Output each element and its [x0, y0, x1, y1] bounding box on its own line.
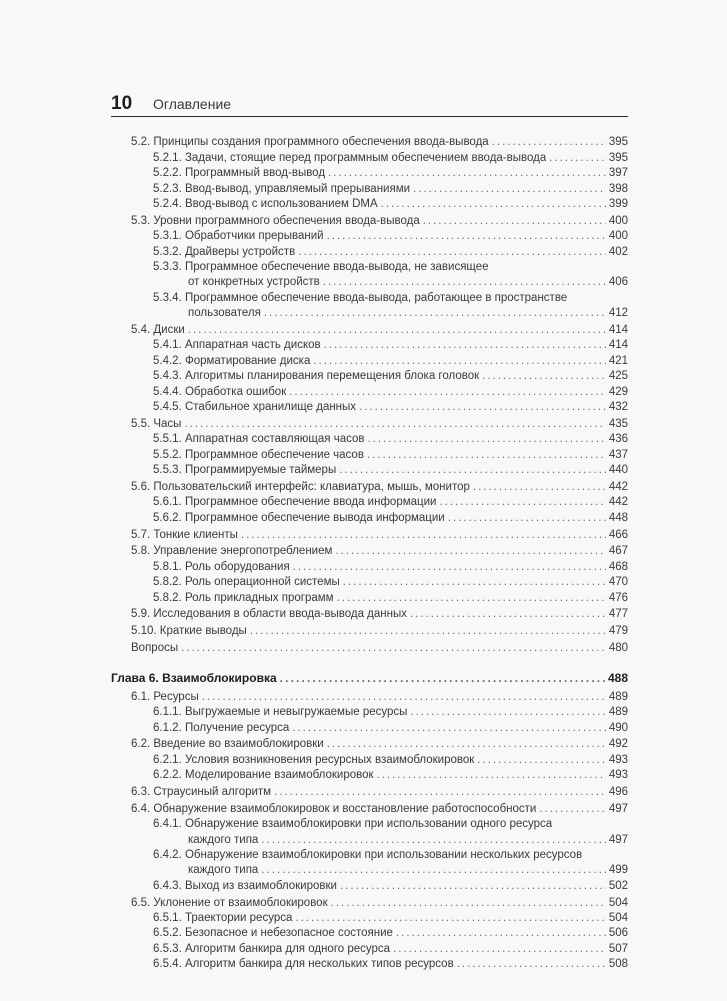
dot-leader: [539, 802, 605, 817]
toc-entry-title: 5.8.2. Роль операционной системы: [153, 576, 340, 589]
dot-leader: [549, 151, 606, 166]
toc-entry[interactable]: [111, 833, 628, 848]
dot-leader: [473, 480, 606, 495]
toc-chapter-entry[interactable]: [111, 671, 628, 686]
dot-leader: [181, 641, 606, 656]
dot-leader: [396, 926, 606, 941]
dot-leader: [439, 495, 605, 510]
table-of-contents: [111, 134, 628, 973]
toc-entry-title: 6.1.2. Получение ресурса: [153, 721, 290, 734]
toc-entry[interactable]: [111, 544, 628, 559]
dot-leader: [327, 229, 606, 244]
toc-entry-title: 6.1.1. Выгружаемые и невыгружаемые ресурсы: [153, 706, 408, 719]
toc-entry[interactable]: [111, 385, 628, 400]
toc-page-number: 414: [608, 339, 628, 352]
toc-page-number: 479: [608, 625, 628, 638]
toc-entry-title: 5.5.3. Программируемые таймеры: [153, 464, 337, 477]
toc-entry-title: 6.5.3. Алгоритм банкира для одного ресурса: [153, 942, 391, 955]
toc-page-number: 504: [608, 911, 628, 924]
toc-entry-title-line: 5.3.4. Программное обеспечение ввода-вывода, работающее в пространстве: [153, 291, 568, 304]
toc-page-number: 435: [608, 417, 628, 430]
toc-entry-title: 5.2.4. Ввод-вывод с использованием DMA: [153, 198, 378, 211]
toc-entry-title: 5.6.1. Программное обеспечение ввода информации: [153, 496, 437, 509]
dot-leader: [280, 671, 605, 686]
toc-page-number: 432: [608, 401, 628, 414]
toc-entry-title-line: 6.4.2. Обнаружение взаимоблокировки при использовании нескольких ресурсов: [153, 848, 583, 861]
toc-page-number: 496: [608, 785, 628, 798]
toc-page-number: 425: [608, 370, 628, 383]
dot-leader: [289, 385, 606, 400]
toc-entry-title: 5.5.1. Аппаратная составляющая часов: [153, 433, 365, 446]
toc-entry[interactable]: [111, 448, 628, 463]
toc-entry-title: 6.5.1. Траектории ресурса: [153, 911, 293, 924]
dot-leader: [293, 560, 606, 575]
toc-entry[interactable]: [111, 528, 628, 543]
toc-page-number: 437: [608, 448, 628, 461]
toc-entry[interactable]: [111, 323, 628, 338]
toc-entry[interactable]: [111, 495, 628, 510]
toc-entry[interactable]: [111, 753, 628, 768]
toc-page-number: 468: [608, 560, 628, 573]
toc-entry[interactable]: [111, 480, 628, 495]
toc-entry[interactable]: [111, 768, 628, 783]
toc-page-number: 395: [608, 136, 628, 149]
dot-leader: [274, 785, 606, 800]
toc-entry-title: 6.4.3. Выход из взаимоблокировки: [153, 879, 337, 892]
toc-entry-title: Вопросы: [131, 641, 179, 654]
dot-leader: [377, 768, 606, 783]
toc-entry-title: 5.5.2. Программное обеспечение часов: [153, 448, 364, 461]
toc-entry[interactable]: [111, 463, 628, 478]
dot-leader: [381, 197, 606, 212]
toc-entry-title: каждого типа: [188, 833, 259, 846]
toc-entry[interactable]: [111, 275, 628, 290]
toc-entry[interactable]: [111, 690, 628, 705]
toc-entry-title: 5.2. Принципы создания программного обеспечения ввода-вывода: [131, 136, 489, 149]
toc-entry-title-line: 6.4.1. Обнаружение взаимоблокировки при использовании одного ресурса: [153, 818, 553, 831]
toc-entry-title: 5.4. Диски: [131, 324, 185, 337]
dot-leader: [492, 135, 606, 150]
toc-page-number: 467: [608, 545, 628, 558]
toc-entry[interactable]: [111, 591, 628, 606]
toc-entry-title: Глава 6. Взаимоблокировка: [111, 671, 277, 686]
toc-entry[interactable]: [111, 896, 628, 911]
toc-entry[interactable]: [111, 135, 628, 150]
toc-entry-title: 5.2.2. Программный ввод-вывод: [153, 167, 326, 180]
dot-leader: [393, 942, 606, 957]
toc-entry[interactable]: [111, 182, 628, 197]
toc-entry[interactable]: [111, 641, 628, 656]
toc-entry[interactable]: [111, 151, 628, 166]
toc-page-number: 429: [608, 385, 628, 398]
toc-page-number: 440: [608, 464, 628, 477]
toc-page-number: 476: [608, 591, 628, 604]
toc-entry[interactable]: [111, 245, 628, 260]
toc-entry[interactable]: [111, 306, 628, 321]
toc-page-number: 397: [608, 167, 628, 180]
toc-page-number: 442: [608, 496, 628, 509]
toc-entry[interactable]: [111, 575, 628, 590]
toc-entry-title: 5.4.2. Форматирование диска: [153, 354, 311, 367]
toc-entry[interactable]: [111, 197, 628, 212]
dot-leader: [359, 400, 606, 415]
toc-entry-title: от конкретных устройств: [188, 276, 320, 289]
dot-leader: [264, 306, 606, 321]
toc-page-number: 493: [608, 769, 628, 782]
toc-entry-title: 5.3.2. Драйверы устройств: [153, 245, 296, 258]
toc-entry-title: 5.8.2. Роль прикладных программ: [153, 591, 334, 604]
dot-leader: [324, 338, 606, 353]
toc-entry[interactable]: [111, 911, 628, 926]
toc-entry-title-line: 5.3.3. Программное обеспечение ввода-вывода, не зависящее: [153, 261, 489, 274]
dot-leader: [261, 863, 605, 878]
toc-page-number: 414: [608, 324, 628, 337]
dot-leader: [313, 354, 605, 369]
toc-page-number: 477: [608, 608, 628, 621]
dot-leader: [335, 544, 605, 559]
dot-leader: [457, 957, 606, 972]
toc-entry[interactable]: [111, 863, 628, 878]
toc-entry[interactable]: [111, 214, 628, 229]
toc-entry[interactable]: [111, 879, 628, 894]
dot-leader: [367, 432, 605, 447]
toc-entry[interactable]: [111, 607, 628, 622]
dot-leader: [413, 182, 606, 197]
dot-leader: [328, 166, 606, 181]
toc-page-number: 448: [608, 511, 628, 524]
toc-page-number: 398: [608, 182, 628, 195]
toc-page-number: 497: [608, 802, 628, 815]
toc-page-number: 399: [608, 198, 628, 211]
toc-entry-title: 6.3. Страусиный алгоритм: [131, 785, 272, 798]
toc-entry-title: 5.8.1. Роль оборудования: [153, 560, 290, 573]
toc-entry[interactable]: [111, 785, 628, 800]
toc-page-number: 436: [608, 433, 628, 446]
dot-leader: [298, 245, 606, 260]
toc-page-number: 395: [608, 151, 628, 164]
toc-page-number: 507: [608, 942, 628, 955]
toc-entry-title: 5.9. Исследования в области ввода-вывода данных: [131, 608, 407, 621]
toc-entry[interactable]: [111, 511, 628, 526]
dot-leader: [295, 911, 605, 926]
toc-entry-title: 5.4.1. Аппаратная часть дисков: [153, 339, 321, 352]
toc-page-number: 497: [608, 833, 628, 846]
dot-leader: [261, 833, 605, 848]
toc-page-number: 488: [607, 671, 628, 686]
toc-entry[interactable]: [111, 560, 628, 575]
dot-leader: [250, 624, 606, 639]
toc-entry[interactable]: [111, 705, 628, 720]
toc-page-number: 406: [608, 276, 628, 289]
page-number: 10: [111, 93, 133, 114]
dot-leader: [339, 463, 606, 478]
dot-leader: [343, 575, 606, 590]
toc-entry[interactable]: [111, 354, 628, 369]
dot-leader: [188, 323, 606, 338]
toc-page-number: 400: [608, 230, 628, 243]
toc-entry-title: 6.2.1. Условия возникновения ресурсных взаимоблокировок: [153, 753, 475, 766]
toc-page-number: 504: [608, 896, 628, 909]
dot-leader: [477, 753, 606, 768]
toc-page-number: 499: [608, 864, 628, 877]
toc-entry[interactable]: [111, 400, 628, 415]
toc-entry-title: 6.5. Уклонение от взаимоблокировок: [131, 896, 328, 909]
toc-page-number: 506: [608, 927, 628, 940]
toc-entry-title: 5.10. Краткие выводы: [131, 625, 247, 638]
toc-page-number: 493: [608, 753, 628, 766]
toc-entry[interactable]: [111, 624, 628, 639]
toc-entry-title: 5.2.3. Ввод-вывод, управляемый прерываниями: [153, 182, 411, 195]
toc-entry-title: 6.4. Обнаружение взаимоблокировок и восстановление работоспособности: [131, 802, 537, 815]
toc-entry-title: 5.4.3. Алгоритмы планирования перемещения блока головок: [153, 370, 480, 383]
toc-page-number: 402: [608, 245, 628, 258]
toc-page-number: 502: [608, 879, 628, 892]
toc-entry[interactable]: [111, 229, 628, 244]
toc-entry[interactable]: [111, 417, 628, 432]
running-title: Оглавление: [153, 96, 232, 112]
toc-page-number: 492: [608, 738, 628, 751]
toc-entry-title: 5.4.4. Обработка ошибок: [153, 385, 287, 398]
dot-leader: [337, 591, 606, 606]
dot-leader: [241, 528, 606, 543]
toc-entry-title: каждого типа: [188, 864, 259, 877]
toc-entry[interactable]: [111, 957, 628, 972]
toc-entry-title: 6.2.2. Моделирование взаимоблокировок: [153, 769, 374, 782]
toc-page-number: 480: [608, 641, 628, 654]
dot-leader: [327, 737, 606, 752]
toc-entry[interactable]: [111, 802, 628, 817]
dot-leader: [448, 511, 606, 526]
toc-entry-title: пользователя: [188, 307, 261, 320]
toc-page-number: 421: [608, 354, 628, 367]
toc-entry-title: 5.8. Управление энергопотреблением: [131, 545, 333, 558]
toc-entry-title: 5.3. Уровни программного обеспечения ввода-вывода: [131, 214, 420, 227]
toc-page-number: 470: [608, 576, 628, 589]
toc-page-number: 490: [608, 721, 628, 734]
toc-page-number: 508: [608, 958, 628, 971]
toc-entry[interactable]: [111, 942, 628, 957]
dot-leader: [367, 448, 606, 463]
dot-leader: [184, 417, 605, 432]
toc-page-number: 489: [608, 706, 628, 719]
dot-leader: [410, 607, 606, 622]
toc-entry[interactable]: [111, 432, 628, 447]
toc-entry-title: 5.6.2. Программное обеспечение вывода информации: [153, 511, 445, 524]
toc-page-number: 412: [608, 307, 628, 320]
toc-entry-title: 6.1. Ресурсы: [131, 690, 199, 703]
toc-entry-title: 5.2.1. Задачи, стоящие перед программным обеспечением ввода-вывода: [153, 151, 547, 164]
toc-entry-title: 6.2. Введение во взаимоблокировки: [131, 738, 324, 751]
toc-entry-title: 6.5.4. Алгоритм банкира для нескольких типов ресурсов: [153, 958, 454, 971]
dot-leader: [202, 690, 606, 705]
toc-page-number: 466: [608, 528, 628, 541]
dot-leader: [482, 369, 606, 384]
toc-entry-title: 5.3.1. Обработчики прерываний: [153, 230, 324, 243]
dot-leader: [340, 879, 606, 894]
toc-entry-title: 6.5.2. Безопасное и небезопасное состояние: [153, 927, 393, 940]
toc-entry[interactable]: [111, 926, 628, 941]
toc-entry-title: 5.4.5. Стабильное хранилище данных: [153, 401, 357, 414]
toc-page-number: 400: [608, 214, 628, 227]
dot-leader: [410, 705, 605, 720]
toc-entry[interactable]: [111, 737, 628, 752]
toc-entry[interactable]: [111, 166, 628, 181]
dot-leader: [292, 721, 606, 736]
dot-leader: [423, 214, 606, 229]
dot-leader: [323, 275, 606, 290]
toc-entry[interactable]: [111, 369, 628, 384]
toc-entry[interactable]: [111, 721, 628, 736]
page-header: [111, 92, 628, 117]
toc-entry-title: 5.7. Тонкие клиенты: [131, 528, 238, 541]
toc-entry[interactable]: [111, 338, 628, 353]
toc-entry-title: 5.6. Пользовательский интерфейс: клавиатура, мышь, монитор: [131, 480, 470, 493]
dot-leader: [331, 896, 606, 911]
toc-page-number: 489: [608, 690, 628, 703]
toc-page-number: 442: [608, 480, 628, 493]
toc-entry-title: 5.5. Часы: [131, 417, 182, 430]
